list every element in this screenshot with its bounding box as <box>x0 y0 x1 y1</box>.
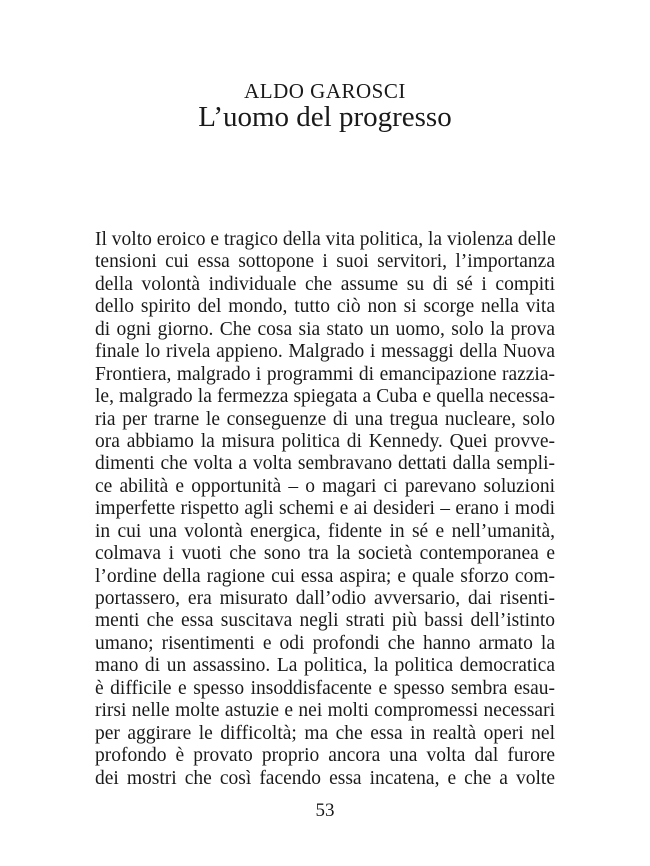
text-line: dimenti che volta a volta sembravano dettati dalla sempli- <box>95 453 555 475</box>
text-line: portassero, era misurato dall’odio avversario, dai risenti- <box>95 588 555 609</box>
author-name: ALDO GAROSCI <box>244 79 406 103</box>
text-line: imperfette rispetto agli schemi e ai desideri – erano i modi <box>95 498 555 520</box>
page-number: 53 <box>315 800 335 821</box>
text-line: le, malgrado la fermezza spiegata a Cuba e quella necessa- <box>95 386 555 408</box>
text-line: mano di un assassino. La politica, la politica democratica <box>95 655 555 677</box>
text-line: rirsi nelle molte astuzie e nei molti compromessi necessari <box>95 700 555 722</box>
text-line: dei mostri che così facendo essa incatena, e che a volte <box>95 767 555 789</box>
text-line: dello spirito del mondo, tutto ciò non si scorge nella vita <box>95 296 555 318</box>
text-line: finale lo rivela appieno. Malgrado i messaggi della Nuova <box>95 341 555 363</box>
text-line: ria per trarne le conseguenze di una tregua nucleare, solo <box>95 408 555 430</box>
chapter-title: L’uomo del progresso <box>198 101 452 133</box>
text-line: l’ordine della ragione cui essa aspira; e quale sforzo com- <box>95 565 555 587</box>
text-line: menti che essa suscitava negli strati più bassi dell’istinto <box>95 610 555 632</box>
text-line: in cui una volontà energica, fidente in sé e nell’umanità, <box>95 520 555 542</box>
text-line: ora abbiamo la misura politica di Kennedy. Quei provve- <box>95 430 555 452</box>
text-line: per aggirare le difficoltà; ma che essa in realtà operi nel <box>95 722 555 744</box>
text-line: umano; risentimenti e odi profondi che hanno armato la <box>95 632 555 654</box>
text-line: di ogni giorno. Che cosa sia stato un uomo, solo la prova <box>95 318 555 340</box>
text-line: è difficile e spesso insoddisfacente e spesso sembra esau- <box>95 677 555 699</box>
body-text <box>95 229 555 790</box>
text-line: ce abilità e opportunità – o magari ci parevano soluzioni <box>95 475 555 497</box>
text-line: Il volto eroico e tragico della vita politica, la violenza delle <box>95 229 556 250</box>
text-line: della volontà individuale che assume su di sé i compiti <box>95 273 555 295</box>
text-line: colmava i vuoti che sono tra la società contemporanea e <box>95 543 555 565</box>
text-line: tensioni cui essa sottopone i suoi servitori, l’importanza <box>95 251 555 273</box>
text-line: Frontiera, malgrado i programmi di emancipazione razzia- <box>95 363 555 385</box>
text-line: profondo è provato proprio ancora una volta dal furore <box>95 745 555 767</box>
